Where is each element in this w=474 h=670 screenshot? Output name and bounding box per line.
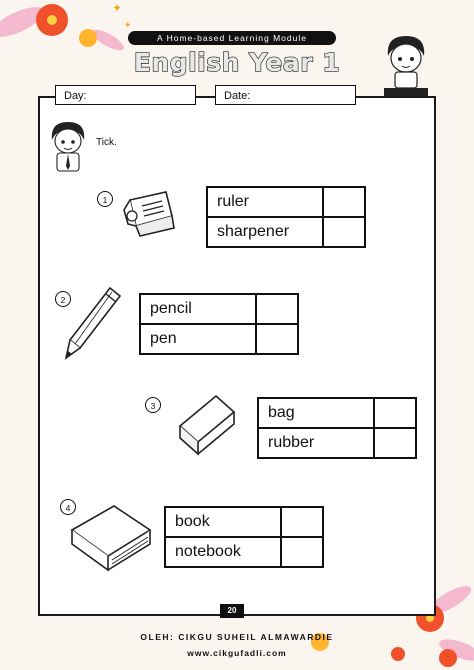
pencil-icon [62,284,126,364]
question-number: 3 [145,397,161,413]
svg-text:✦: ✦ [112,1,123,15]
answer-table [139,293,299,355]
table-row [165,507,323,537]
option-label: sharpener [207,217,323,247]
table-row [207,217,365,247]
website-link[interactable]: www.cikgufadli.com [187,648,287,658]
tick-box[interactable] [374,398,416,428]
option-label: book [165,507,281,537]
boy-mascot-icon [380,32,430,98]
eraser-icon [172,390,242,458]
table-row [258,398,416,428]
author-credit: OLEH: CIKGU SUHEIL ALMAWARDIE [140,632,334,642]
question-number: 4 [60,499,76,515]
table-row [140,294,298,324]
tick-box[interactable] [323,217,365,247]
tick-box[interactable] [374,428,416,458]
instruction-text: Tick. [96,137,117,148]
date-field[interactable]: Date: [215,85,356,105]
book-icon [68,500,154,576]
svg-text:✦: ✦ [124,21,132,31]
option-label: pencil [140,294,256,324]
question-number: 2 [55,291,71,307]
module-banner: A Home-based Learning Module [128,31,336,45]
day-field[interactable]: Day: [55,85,196,105]
answer-table [206,186,366,248]
option-label: pen [140,324,256,354]
table-row [207,187,365,217]
tick-box[interactable] [323,187,365,217]
answer-table [257,397,417,459]
page-number: 20 [220,604,244,618]
tick-box[interactable] [256,294,298,324]
table-row [258,428,416,458]
page-title: English Year 1 [133,48,341,77]
table-row [165,537,323,567]
tick-box[interactable] [256,324,298,354]
option-label: ruler [207,187,323,217]
tick-box[interactable] [281,537,323,567]
answer-table [164,506,324,568]
question-number: 1 [97,191,113,207]
option-label: rubber [258,428,374,458]
table-row [140,324,298,354]
option-label: notebook [165,537,281,567]
option-label: bag [258,398,374,428]
boy-mascot-small-icon [46,118,90,176]
tick-box[interactable] [281,507,323,537]
sharpener-icon [118,186,178,242]
